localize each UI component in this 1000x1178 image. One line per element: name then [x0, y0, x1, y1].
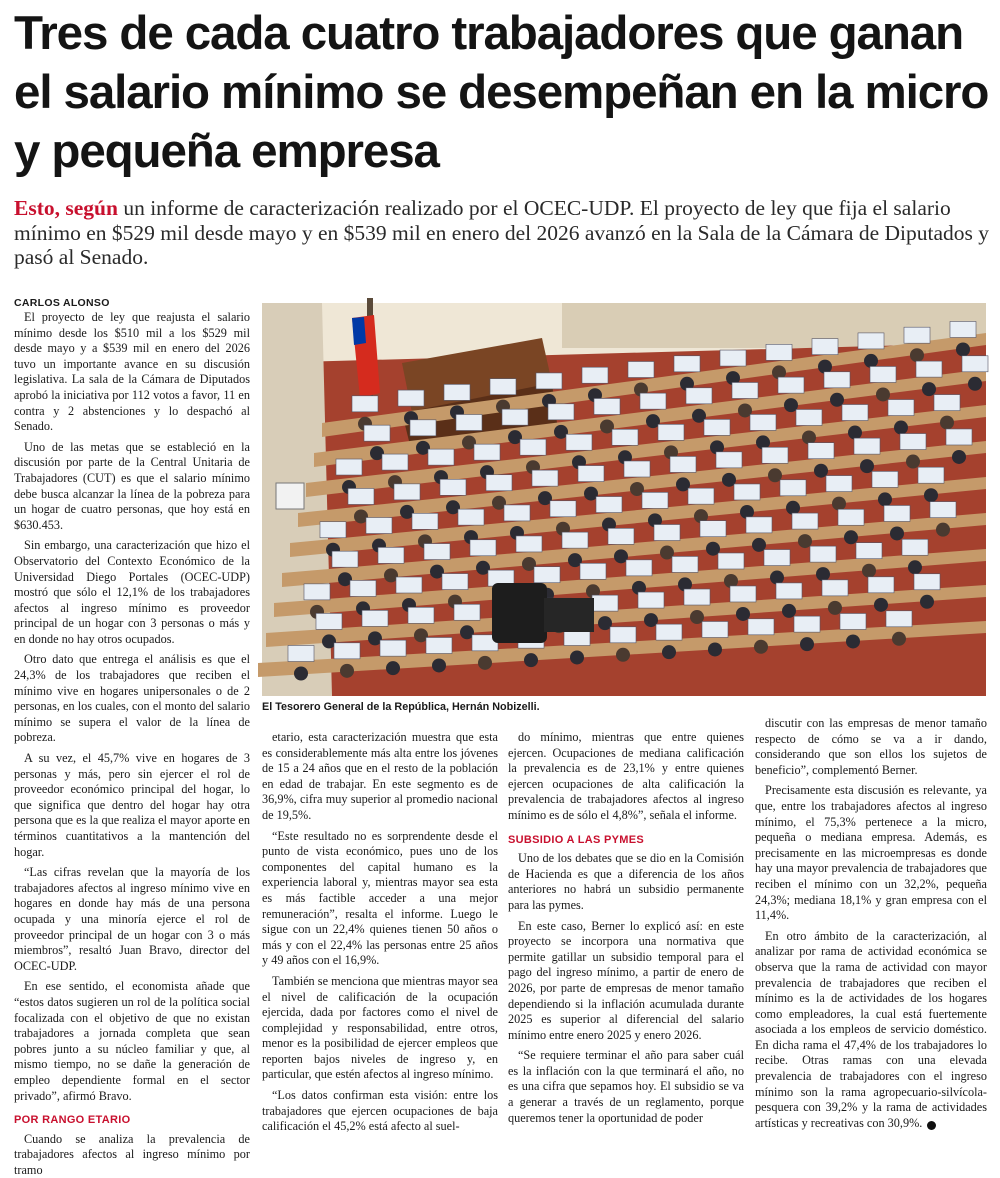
monitor — [822, 580, 848, 596]
monitor — [794, 616, 820, 632]
monitor — [444, 384, 470, 400]
photo-caption: El Tesorero General de la República, Hernán Nobizelli. — [262, 701, 540, 713]
monitor — [870, 366, 896, 382]
monitor — [610, 627, 636, 643]
monitor — [352, 396, 378, 412]
paragraph: En ese sentido, el economista añade que “estos datos sugieren un rol de la política social focalizada con el objetivo de que no existan trabajadores a jornada completa que sean pobres junto a su núcleo familiar y que, al mismo tiempo, no se dañe la generación de empleo dependiente formal en el sector privado”, afirmó Bravo. — [14, 979, 250, 1103]
col4-paragraphs — [755, 716, 987, 1131]
camera-body — [492, 583, 547, 643]
paragraph: Uno de las metas que se estableció en la discusión por parte de la Central Unitaria de Trabajadores (CUT) es que el salario mínimo debe busca alcanzar la línea de la pobreza para un hogar de cuatro personas, que hoy está en $630.453. — [14, 439, 250, 532]
col3-paragraphs — [508, 730, 744, 824]
monitor — [868, 577, 894, 593]
monitor — [490, 379, 516, 395]
legislator-head — [786, 501, 800, 515]
monitor — [778, 377, 804, 393]
monitor — [766, 344, 792, 360]
legislator-head — [924, 488, 938, 502]
monitor — [918, 467, 944, 483]
col1-paragraphs — [14, 310, 250, 1104]
monitor — [516, 536, 542, 552]
monitor — [612, 429, 638, 445]
legislator-head — [860, 459, 874, 473]
monitor — [904, 327, 930, 343]
monitor — [408, 607, 434, 623]
paragraph: “Se requiere terminar el año para saber cuál es la inflación con la que terminará el año, no es una cifra que sepamos hoy. El subsidio se va a generar a través de un reglamento, porque queremos tener la oportunidad de poder — [508, 1048, 744, 1125]
monitor — [332, 551, 358, 567]
monitor — [672, 556, 698, 572]
legislator-head — [906, 455, 920, 469]
monitor — [826, 476, 852, 492]
monitor — [792, 513, 818, 529]
legislator-head — [478, 656, 492, 670]
paragraph: Precisamente esta discusión es relevante, ya que, entre los trabajadores afectos al ingreso mínimo, el 75,3% pertenece a la micro, pequeña o mediana empresa. Además, es precisamente en las microempresas es donde hay una mayor prevalencia de trabajadores que reciben el mínimo con un 32,2%, pequeña 24,3%; mediana 18,1% y gran empresa con el 11,4%. — [755, 783, 987, 923]
legislator-head — [570, 650, 584, 664]
legislator-head — [848, 426, 862, 440]
monitor — [730, 586, 756, 602]
paragraph: “Los datos confirman esta visión: entre los trabajadores que ejercen ocupaciones de baja calificación el 45,2% está afecto al suel- — [262, 1088, 498, 1134]
monitor — [316, 613, 342, 629]
monitor — [350, 580, 376, 596]
monitor — [720, 350, 746, 366]
article-column-2 — [262, 730, 498, 1135]
legislator-head — [770, 571, 784, 585]
paragraph: En otro ámbito de la caracterización, al analizar por rama de actividad económica se observa que la rama de actividad con mayor prevalencia de trabajadores que reciben el mínimo es la de actividades de los hogares como empleadores, la cual está fuertemente asociada a los empleos de servicio doméstico. En dicha rama el 47,4% de los trabajadores lo recibe. Otras ramas con una elevada prevalencia de trabajadores con el ingreso mínimo son la rama agropecuario-silvícola-pesquera con 39,2% y la rama de actividades artísticas y recreativas con 30,9%. P — [755, 928, 987, 1130]
monitor — [884, 505, 910, 521]
monitor — [628, 362, 654, 378]
monitor — [764, 550, 790, 566]
legislator-head — [662, 645, 676, 659]
paragraph: etario, esta caracterización muestra que esta es considerablemente más alta entre los jóvenes de 15 a 24 años que en el resto de la población en edad de trabajar. En este segmento es de 36,9%, cifra muy superior al promedio nacional de 19,5%. — [262, 730, 498, 822]
monitor — [902, 539, 928, 555]
monitor — [592, 595, 618, 611]
legislator-head — [844, 530, 858, 544]
monitor — [502, 409, 528, 425]
deck-text: un informe de caracterización realizado por el OCEC-UDP. El proyecto de ley que fija el salario mínimo en $529 mil desde mayo y en $539 mil en enero del 2026 avanzó en la Sala de la Cámara de Diputados y pasó al Senado. — [14, 196, 990, 269]
legislator-head — [340, 664, 354, 678]
monitor — [732, 382, 758, 398]
monitor — [734, 484, 760, 500]
monitor — [536, 373, 562, 389]
monitor — [474, 444, 500, 460]
legislator-head — [754, 640, 768, 654]
monitor — [854, 438, 880, 454]
legislator-head — [800, 637, 814, 651]
monitor — [412, 513, 438, 529]
monitor — [582, 367, 608, 383]
monitor — [812, 339, 838, 355]
deck-lead: Esto, según — [14, 196, 118, 220]
monitor — [288, 645, 314, 661]
monitor — [550, 501, 576, 517]
monitor — [916, 361, 942, 377]
monitor — [396, 577, 422, 593]
legislator-head — [936, 523, 950, 537]
monitor — [888, 400, 914, 416]
monitor — [640, 393, 666, 409]
monitor — [398, 390, 424, 406]
monitor — [638, 592, 664, 608]
monitor — [428, 449, 454, 465]
legislator-head — [956, 342, 970, 356]
monitor — [440, 479, 466, 495]
legislator-head — [524, 653, 538, 667]
legislator-head — [940, 416, 954, 430]
monitor — [776, 583, 802, 599]
monitor — [594, 398, 620, 414]
chile-flag-blue — [352, 317, 366, 345]
legislator-head — [968, 377, 982, 391]
monitor — [534, 567, 560, 583]
monitor — [362, 610, 388, 626]
paragraph: También se menciona que mientras mayor sea el nivel de calificación de la ocupación ejercida, dada por factores como el nivel de complejidad y responsabilidad, entre otros, menor es la posibilidad de ejercer empleos que reporten bajos niveles de ingreso y, en particular, que estén afectos al ingreso mínimo. — [262, 973, 498, 1082]
monitor — [930, 502, 956, 518]
monitor — [702, 621, 728, 637]
legislator-head — [890, 526, 904, 540]
monitor — [670, 456, 696, 472]
monitor — [856, 543, 882, 559]
paragraph: Sin embargo, una caracterización que hizo el Observatorio del Contexto Económico de la Universidad Diego Portales (OCEC-UDP) mostró que sólo el 12,1% de los trabajadores afectos al ingreso mínimo es proveedor principal de un hogar con 3 personas o más y en donde no hay otros ocupados. — [14, 538, 250, 646]
legislator-head — [832, 497, 846, 511]
monitor — [486, 475, 512, 491]
monitor — [580, 563, 606, 579]
monitor — [872, 471, 898, 487]
monitor — [380, 640, 406, 656]
monitor — [658, 424, 684, 440]
paragraph: Otro dato que entrega el análisis es que el 24,3% de los trabajadores que reciben el mínimo vive en hogares unipersonales o de 2 personas, en los cuales, con el monto del salario mínimo se supera el valor de la línea de pobreza. — [14, 652, 250, 745]
monitor — [674, 356, 700, 372]
paragraph: discutir con las empresas de menor tamaño respecto de cómo se va a ir dando, considerando que son ellos los sujetos de beneficio”, complementó Berner. — [755, 716, 987, 777]
byline: CARLOS ALONSO — [14, 297, 110, 309]
legislator-head — [828, 601, 842, 615]
monitor — [578, 466, 604, 482]
monitor — [394, 484, 420, 500]
monitor — [608, 528, 634, 544]
monitor — [642, 492, 668, 508]
monitor — [626, 560, 652, 576]
monitor — [762, 447, 788, 463]
monitor — [456, 414, 482, 430]
monitor — [656, 624, 682, 640]
article-column-1 — [14, 297, 250, 1178]
monitor — [378, 547, 404, 563]
legislator-head — [616, 648, 630, 662]
monitor — [838, 509, 864, 525]
paragraph: “Las cifras revelan que la mayoría de los trabajadores afectos al ingreso mínimo vive en hogares en donde hay más de una persona ocupada y una minoría ejerce el rol de proveedor principal de un hogar con 3 o más miembros”, resaltó Juan Bravo, director del OCEC-UDP. — [14, 865, 250, 973]
monitor — [750, 414, 776, 430]
monitor — [336, 459, 362, 475]
monitor — [688, 488, 714, 504]
monitor — [796, 409, 822, 425]
legislator-head — [294, 666, 308, 680]
paragraph: do mínimo, mientras que entre quienes ejercen. Ocupaciones de mediana calificación la prevalencia es de 23,1% y entre quienes ejercen ocupaciones de alta calificación la prevalencia de trabajadores afectos al ingreso mínimo es de sólo el 4,8%”, señala el informe. — [508, 730, 744, 822]
legislator-head — [874, 598, 888, 612]
monitor — [746, 517, 772, 533]
monitor — [808, 443, 834, 459]
legislator-head — [920, 595, 934, 609]
legislator-head — [910, 348, 924, 362]
legislator-head — [708, 642, 722, 656]
monitor — [748, 619, 774, 635]
monitor — [548, 404, 574, 420]
monitor — [364, 425, 390, 441]
monitor — [934, 395, 960, 411]
monitor — [410, 420, 436, 436]
monitor — [718, 553, 744, 569]
legislator-head — [862, 564, 876, 578]
parliament-photo — [262, 303, 986, 696]
monitor — [382, 454, 408, 470]
end-mark-icon: P — [927, 1121, 936, 1130]
monitor — [454, 604, 480, 620]
monitor — [304, 584, 330, 600]
monitor — [780, 480, 806, 496]
legislator-head — [846, 634, 860, 648]
article-column-3 — [508, 730, 744, 1126]
monitor — [624, 461, 650, 477]
monitor — [458, 509, 484, 525]
monitor — [424, 544, 450, 560]
deck — [14, 196, 989, 270]
monitor — [442, 574, 468, 590]
monitor — [532, 470, 558, 486]
monitor — [840, 613, 866, 629]
legislator-head — [386, 661, 400, 675]
chamber-illustration — [262, 303, 986, 696]
monitor — [426, 637, 452, 653]
col1-after-paragraphs — [14, 1132, 250, 1178]
paragraph: En este caso, Berner lo explicó así: en este proyecto se incorpora una normativa que permite gatillar un subsidio temporal para el pago del ingreso mínimo, a partir de enero de 2026, por parte de empresas de menor tamaño dependiendo si la inflación acumulada durante 2025 es superior al diferencial del salario mínimo entre enero 2025 y enero 2026. — [508, 918, 744, 1042]
monitor — [348, 488, 374, 504]
legislator-head — [802, 430, 816, 444]
legislator-head — [782, 604, 796, 618]
article-column-4 — [755, 716, 987, 1131]
paragraph: Cuando se analiza la prevalencia de trabajadores afectos al ingreso mínimo por tramo — [14, 1131, 250, 1177]
legislator-head — [864, 354, 878, 368]
monitor — [562, 532, 588, 548]
monitor — [320, 522, 346, 538]
monitor — [716, 452, 742, 468]
legislator-head — [878, 492, 892, 506]
monitor — [566, 434, 592, 450]
subhead-rango-etario: POR RANGO ETARIO — [14, 1114, 131, 1127]
monitor — [810, 546, 836, 562]
monitor — [842, 405, 868, 421]
legislator-head — [892, 632, 906, 646]
monitor — [824, 372, 850, 388]
legislator-head — [908, 560, 922, 574]
monitor — [704, 419, 730, 435]
monitor — [886, 611, 912, 627]
monitor — [366, 518, 392, 534]
headline: Tres de cada cuatro trabajadores que ganan el salario mínimo se desempeñan en la micro y pequeña empresa — [14, 7, 989, 178]
camera-lens — [544, 598, 594, 632]
paragraph: A su vez, el 45,7% vive en hogares de 3 personas y más, pero sin ejercer el rol de proveedor económico principal del hogar, lo que significa que dentro del hogar hay otra persona que es la que realiza el mayor aporte en términos cuantitativos a la mantención del hogar. — [14, 751, 250, 859]
col3-after-paragraphs — [508, 851, 744, 1126]
monitor — [504, 505, 530, 521]
paragraph: Uno de los debates que se dio en la Comisión de Hacienda es que a diferencia de los años anteriores no habrá un subsidio permanente para las pymes. — [508, 851, 744, 912]
monitor — [950, 321, 976, 337]
monitor — [900, 434, 926, 450]
monitor — [520, 439, 546, 455]
monitor — [858, 333, 884, 349]
legislator-head — [952, 450, 966, 464]
legislator-head — [432, 658, 446, 672]
monitor — [686, 388, 712, 404]
paragraph: “Este resultado no es sorprendente desde el punto de vista económico, pues uno de los componentes del capital humano es la experiencia laboral y, mientras mayor sea esta es más factible acceder a una mejor remuneración”, resalta el informe. Luego le sigue con un 22,4% quienes tienen 50 años o más y con el 22,4% las personas entre 25 años y 49 años con el 16,9%. — [262, 828, 498, 968]
monitor — [470, 540, 496, 556]
monitor — [654, 525, 680, 541]
monitor — [334, 643, 360, 659]
trash-bin — [276, 483, 304, 509]
monitor — [596, 497, 622, 513]
subhead-subsidio-pymes: SUBSIDIO A LAS PYMES — [508, 833, 644, 846]
monitor — [684, 589, 710, 605]
paragraph: El proyecto de ley que reajusta el salario mínimo desde los $510 mil a los $529 mil desde mayo y a $539 mil en enero del 2026 tuvo un importante avance en su discusión legislativa. La sala de la Cámara de Diputados aprobó la iniciativa por 112 votos a favor, 11 en contra y 2 abstenciones y lo despachó al Senado. — [14, 310, 250, 434]
monitor — [700, 521, 726, 537]
col2-paragraphs — [262, 730, 498, 1135]
legislator-head — [922, 382, 936, 396]
monitor — [914, 574, 940, 590]
monitor — [962, 356, 988, 372]
legislator-head — [816, 567, 830, 581]
legislator-head — [894, 421, 908, 435]
monitor — [946, 429, 972, 445]
